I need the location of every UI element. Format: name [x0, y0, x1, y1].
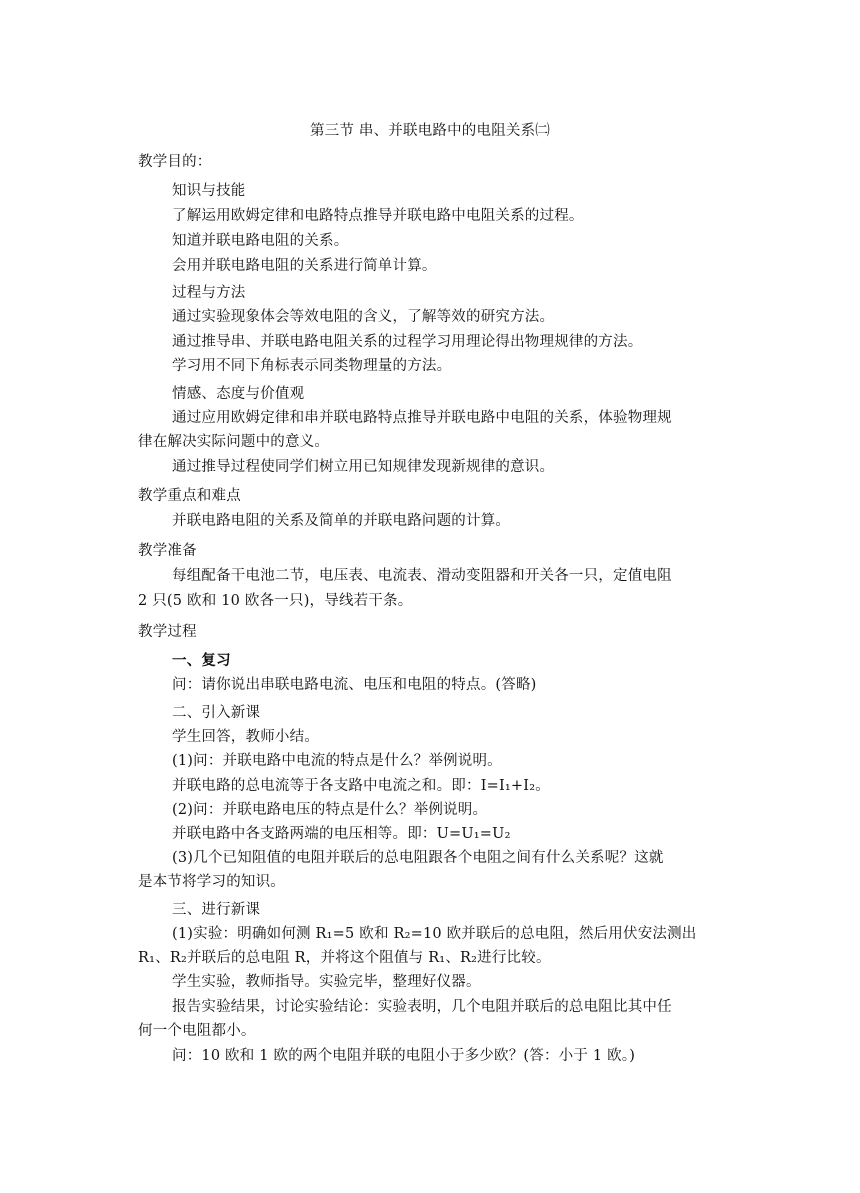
intro-line: 并联电路中各支路两端的电压相等。即：U=U₁=U₂ [172, 826, 511, 842]
review-question: 问：请你说出串联电路电流、电压和电阻的特点。(答略) [172, 677, 537, 693]
objectives-heading: 教学目的： [138, 154, 212, 170]
procedure-heading: 教学过程 [138, 624, 197, 640]
knowledge-line: 了解运用欧姆定律和电路特点推导并联电路中电阻关系的过程。 [172, 208, 584, 224]
new-lesson-line-cont: R₁、R₂并联后的总电阻 R，并将这个阻值与 R₁、R₂进行比较。 [138, 950, 551, 966]
knowledge-line: 会用并联电路电阻的关系进行简单计算。 [172, 258, 437, 274]
process-heading: 过程与方法 [172, 285, 246, 301]
new-lesson-line: 学生实验，教师指导。实验完毕，整理好仪器。 [172, 974, 481, 990]
new-lesson-line-cont: 何一个电阻都小。 [138, 1023, 256, 1039]
intro-line: 学生回答，教师小结。 [172, 729, 319, 745]
attitude-line-cont: 律在解决实际问题中的意义。 [138, 434, 330, 450]
knowledge-line: 知道并联电路电阻的关系。 [172, 233, 349, 249]
prep-heading: 教学准备 [138, 543, 197, 559]
process-line: 学习用不同下角标表示同类物理量的方法。 [172, 358, 452, 374]
knowledge-heading: 知识与技能 [172, 183, 246, 199]
attitude-line: 通过推导过程使同学们树立用已知规律发现新规律的意识。 [172, 459, 555, 475]
new-lesson-line: 问：10 欧和 1 欧的两个电阻并联的电阻小于多少欧？(答：小于 1 欧。) [172, 1048, 636, 1064]
new-lesson-line: (1)实验：明确如何测 R₁=5 欧和 R₂=10 欧并联后的总电阻，然后用伏安法测出 [172, 926, 697, 942]
intro-line-cont: 是本节将学习的知识。 [138, 874, 285, 890]
document-title: 第三节 串、并联电路中的电阻关系㈡ [309, 123, 550, 139]
process-line: 通过推导串、并联电路电阻关系的过程学习用理论得出物理规律的方法。 [172, 334, 643, 350]
key-text: 并联电路电阻的关系及简单的并联电路问题的计算。 [172, 513, 511, 529]
intro-heading: 二、引入新课 [172, 705, 261, 721]
key-heading: 教学重点和难点 [138, 488, 241, 504]
new-lesson-heading: 三、进行新课 [172, 902, 261, 918]
process-line: 通过实验现象体会等效电阻的含义，了解等效的研究方法。 [172, 309, 555, 325]
intro-line: (3)几个已知阻值的电阻并联后的总电阻跟各个电阻之间有什么关系呢？这就 [172, 850, 664, 866]
intro-line: (2)问：并联电路电压的特点是什么？举例说明。 [172, 802, 488, 818]
intro-line: 并联电路的总电流等于各支路中电流之和。即：I=I₁+I₂。 [172, 778, 550, 794]
intro-line: (1)问：并联电路中电流的特点是什么？举例说明。 [172, 753, 502, 769]
prep-line-cont: 2 只(5 欧和 10 欧各一只)，导线若干条。 [138, 593, 413, 609]
attitude-heading: 情感、态度与价值观 [172, 386, 305, 402]
review-heading: 一、复习 [172, 652, 231, 669]
prep-line: 每组配备干电池二节，电压表、电流表、滑动变阻器和开关各一只，定值电阻 [172, 568, 672, 584]
attitude-line: 通过应用欧姆定律和串并联电路特点推导并联电路中电阻的关系，体验物理规 [172, 410, 672, 426]
new-lesson-line: 报告实验结果，讨论实验结论：实验表明，几个电阻并联后的总电阻比其中任 [172, 999, 672, 1015]
